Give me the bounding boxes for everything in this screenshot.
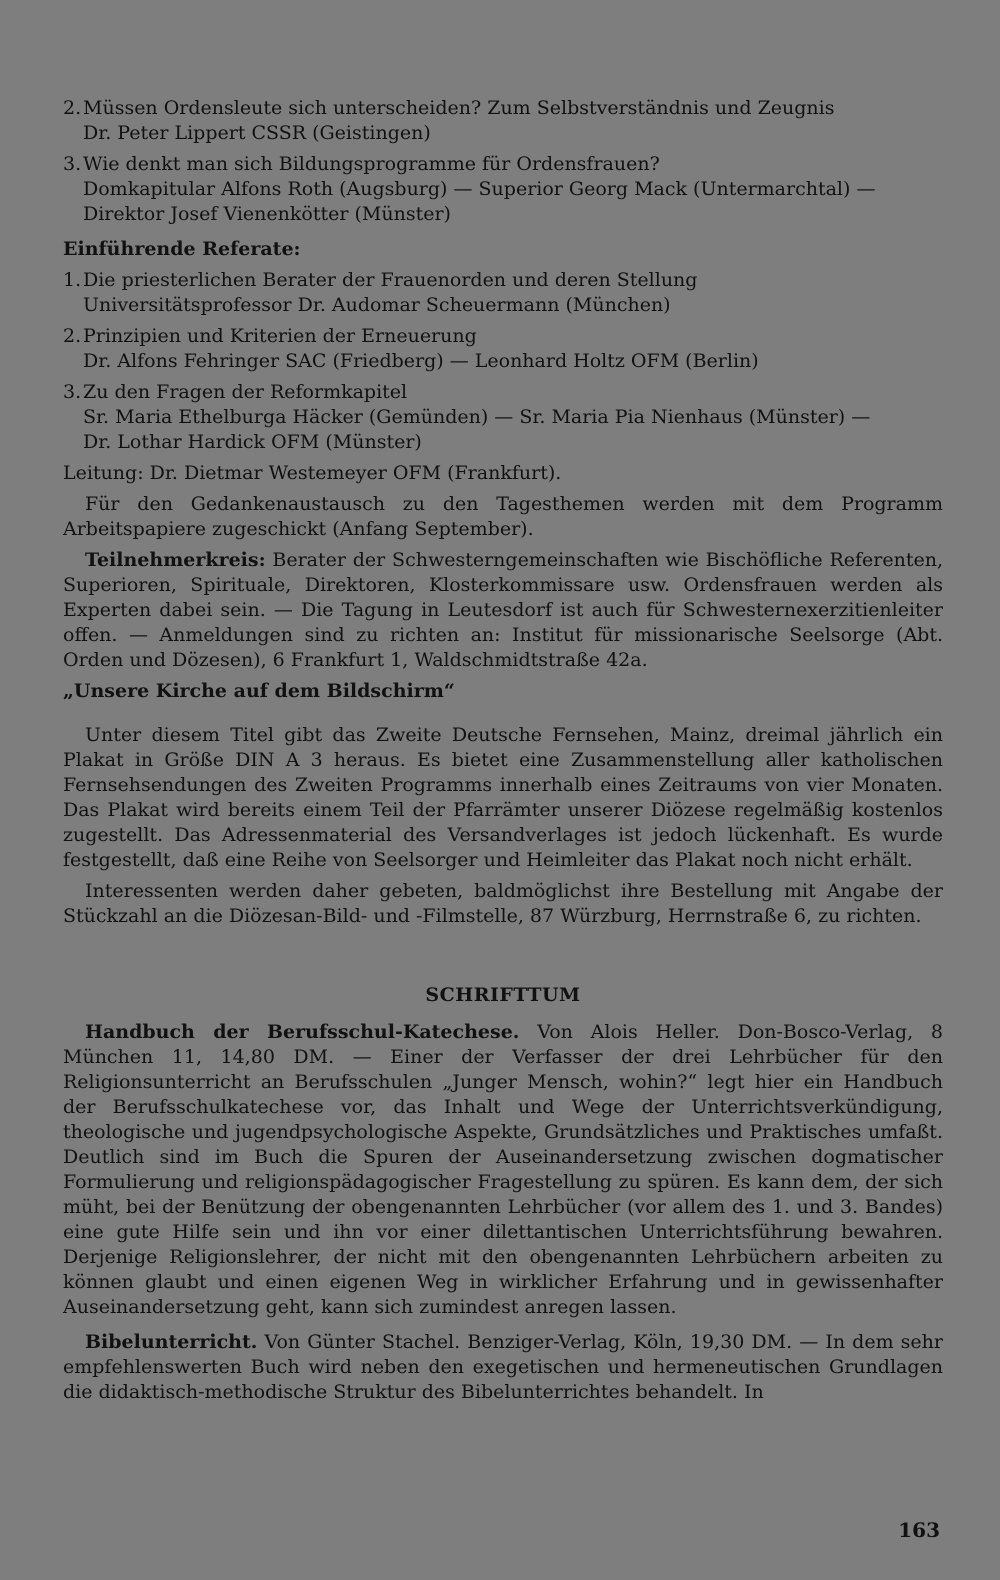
book-title: Bibelunterricht.: [85, 1331, 258, 1353]
teilnehmer-text: Berater der Schwesterngemeinschaften wie Bischöfliche Referenten, Superioren, Spirituale, Direktoren, Klosterkommissare usw. Ordensfrauen werden als Experten dabei sein. — Die Tagung in Leutesdorf ist auch für Schwesternexerzitienleiter offen. — Anmeldungen sind zu richten an: Institut für missionarische Seelsorge (Abt. Orden und Dözesen), 6 Frankfurt 1, Waldschmidtstraße 42a.: [63, 549, 943, 671]
list-item: [63, 324, 943, 374]
item-title: Müssen Ordensleute sich unterscheiden? Zum Selbstverständnis und Zeugnis: [83, 97, 835, 119]
list-item: [63, 152, 943, 227]
item-number: 2.: [63, 97, 82, 119]
teilnehmer-label: Teilnehmerkreis:: [85, 549, 266, 571]
teilnehmer-paragraph: [63, 548, 943, 673]
kirche-paragraph-1: Unter diesem Titel gibt das Zweite Deutsche Fernsehen, Mainz, dreimal jährlich ein Plakat in Größe DIN A 3 heraus. Es bietet eine Zusammenstellung aller katholischen Fernsehsendungen des Zweiten Programms innerhalb eines Zeitraums von vier Monaten. Das Plakat wird bereits einem Teil der Pfarrämter unserer Diözese regelmäßig kostenlos zugestellt. Das Adressenmaterial des Versandverlages ist jedoch lückenhaft. Es wurde festgestellt, daß eine Reihe von Seelsorger und Heimleiter das Plakat noch nicht erhält.: [63, 724, 943, 871]
book-review-2: [63, 1330, 943, 1405]
item-title: Zu den Fragen der Reformkapitel: [83, 381, 408, 403]
item-speaker: Universitätsprofessor Dr. Audomar Scheuermann (München): [83, 294, 671, 316]
item-title: Die priesterlichen Berater der Frauenorden und deren Stellung: [83, 269, 698, 291]
book-review-1: [63, 1020, 943, 1320]
item-speaker: Dr. Peter Lippert CSSR (Geistingen): [83, 122, 431, 144]
item-speaker: Dr. Lothar Hardick OFM (Münster): [83, 431, 422, 453]
book-title: Handbuch der Berufsschul-Katechese.: [85, 1021, 520, 1043]
item-number: 2.: [63, 325, 82, 347]
list-item: [63, 268, 943, 318]
page-body: [63, 96, 943, 1405]
item-number: 3.: [63, 153, 82, 175]
book-review-text: Von Alois Heller. Don-Bosco-Verlag, 8 München 11, 14,80 DM. — Einer der Verfasser der drei Lehrbücher für den Religionsunterricht an Berufsschulen „Junger Mensch, wohin?“ legt hier ein Handbuch der Berufsschulkatechese vor, das Inhalt und Wege der Unterrichtsverkündigung, theologische und jugendpsychologische Aspekte, Grundsätzliches und Praktisches umfaßt. Deutlich sind im Buch die Spuren der Auseinandersetzung zwischen dogmatischer Formulierung und religionspädagogischer Fragestellung zu spüren. Es kann dem, der sich müht, bei der Benützung der obengenannten Lehrbücher (vor allem des 1. und 3. Bandes) eine gute Hilfe sein und ihn vor einer dilettantischen Unterrichtsführung bewahren. Derjenige Religionslehrer, der nicht mit den obengenannten Lehrbüchern arbeiten zu können glaubt und einen eigenen Weg in wirklicher Erfahrung und in gewissenhafter Auseinandersetzung geht, kann sich zumindest anregen lassen.: [63, 1021, 944, 1318]
item-speaker: Direktor Josef Vienenkötter (Münster): [83, 203, 451, 225]
item-title: Prinzipien und Kriterien der Erneuerung: [83, 325, 477, 347]
austausch-paragraph: Für den Gedankenaustausch zu den Tagesthemen werden mit dem Programm Arbeitspapiere zugeschickt (Anfang September).: [63, 493, 943, 540]
item-number: 1.: [63, 269, 82, 291]
item-speaker: Dr. Alfons Fehringer SAC (Friedberg) — Leonhard Holtz OFM (Berlin): [83, 350, 759, 372]
referate-heading: Einführende Referate:: [63, 238, 301, 260]
page-number: 163: [898, 1518, 940, 1542]
book-review-text: Von Günter Stachel. Benziger-Verlag, Köln, 19,30 DM. — In dem sehr empfehlenswerten Buch wird neben den exegetischen und hermeneutischen Grundlagen die didaktisch-methodische Struktur des Bibelunterrichtes behandelt. In: [63, 1331, 943, 1403]
item-title: Wie denkt man sich Bildungsprogramme für Ordensfrauen?: [83, 153, 660, 175]
list-item: [63, 96, 943, 146]
section-title: SCHRIFTTUM: [425, 984, 581, 1006]
item-speaker: Sr. Maria Ethelburga Häcker (Gemünden) — Sr. Maria Pia Nienhaus (Münster) —: [83, 406, 871, 428]
kirche-heading: „Unsere Kirche auf dem Bildschirm“: [63, 680, 455, 702]
item-number: 3.: [63, 381, 82, 403]
leitung-text: Leitung: Dr. Dietmar Westemeyer OFM (Frankfurt).: [63, 462, 562, 484]
kirche-paragraph-2: Interessenten werden daher gebeten, baldmöglichst ihre Bestellung mit Angabe der Stückzahl an die Diözesan-Bild- und -Filmstelle, 87 Würzburg, Herrnstraße 6, zu richten.: [63, 880, 943, 927]
item-speaker: Domkapitular Alfons Roth (Augsburg) — Superior Georg Mack (Untermarchtal) —: [83, 178, 876, 200]
list-item: [63, 380, 943, 455]
